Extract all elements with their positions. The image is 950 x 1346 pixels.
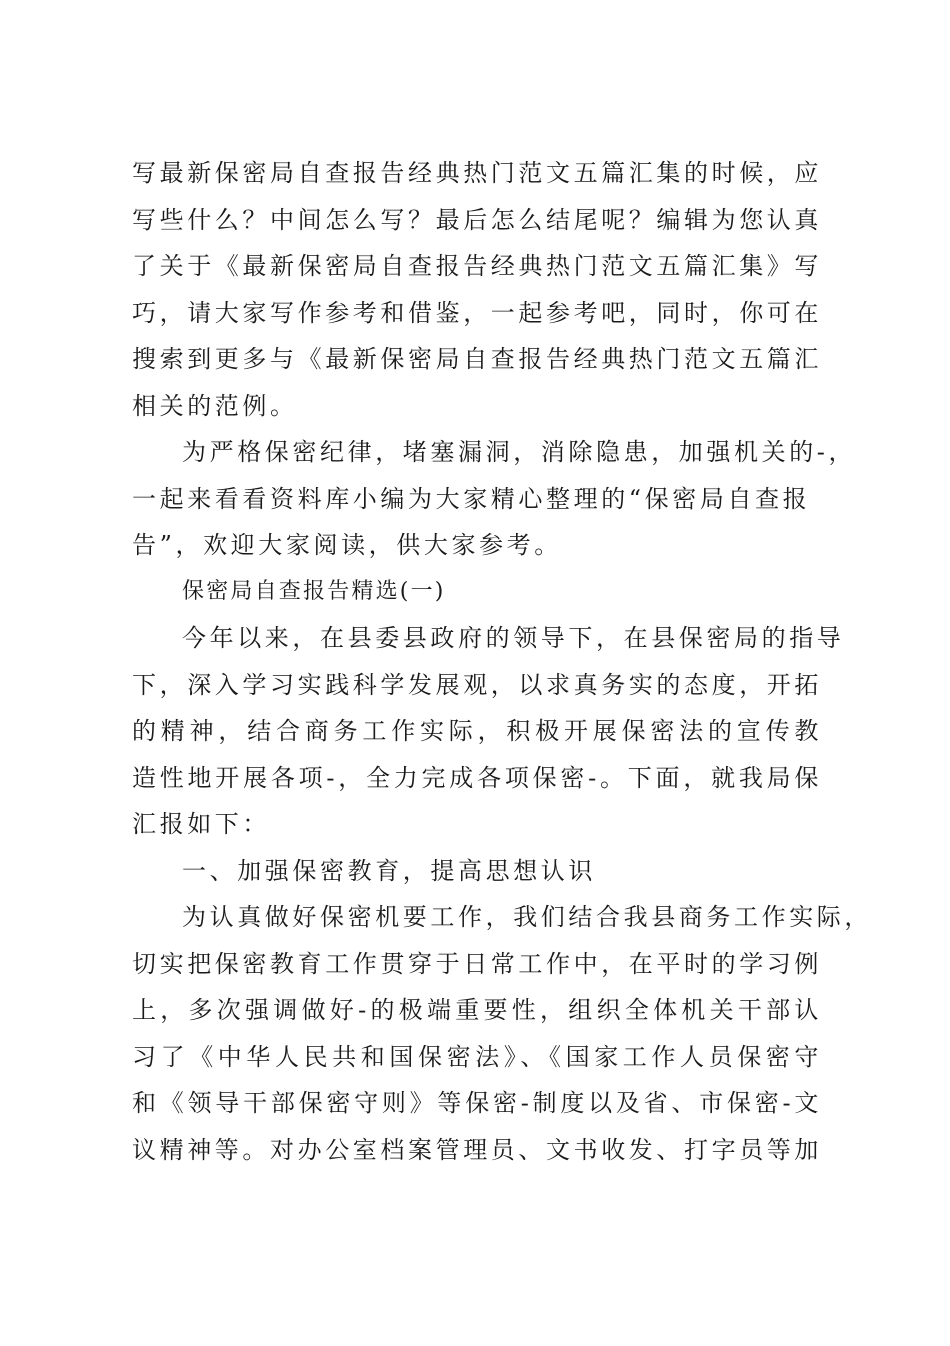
section-heading: 一、加强保密教育，提高思想认识 xyxy=(182,856,596,885)
text-line: 相关的范例。 xyxy=(132,391,298,420)
text-line: 习了《中华人民共和国保密法》、《国家工作人员保密守 xyxy=(132,1042,822,1071)
text-line: 一起来看看资料库小编为大家精心整理的“保密局自查报 xyxy=(132,484,811,513)
document-body xyxy=(132,150,872,1173)
text-line: 告”，欢迎大家阅读，供大家参考。 xyxy=(132,531,562,559)
text-line: 造性地开展各项-，全力完成各项保密-。下面，就我局保 xyxy=(132,763,822,792)
text-line: 了关于《最新保密局自查报告经典热门范文五篇汇集》写 xyxy=(132,252,822,280)
section-heading: 保密局自查报告精选(一) xyxy=(182,578,446,604)
text-line: 切实把保密教育工作贯穿于日常工作中，在平时的学习例 xyxy=(132,949,822,978)
text-line: 议精神等。对办公室档案管理员、文书收发、打字员等加 xyxy=(132,1135,822,1164)
text-line: 写些什么？中间怎么写？最后怎么结尾呢？编辑为您认真 xyxy=(132,205,822,234)
text-line: 搜索到更多与《最新保密局自查报告经典热门范文五篇汇 xyxy=(132,345,822,373)
text-line: 和《领导干部保密守则》等保密-制度以及省、市保密-文 xyxy=(132,1089,822,1117)
text-line: 下，深入学习实践科学发展观，以求真务实的态度，开拓 xyxy=(132,670,822,699)
text-line: 的精神，结合商务工作实际，积极开展保密法的宣传教 xyxy=(132,717,822,745)
text-line: 为严格保密纪律，堵塞漏洞，消除隐患，加强机关的-， xyxy=(182,438,857,466)
text-line: 上，多次强调做好-的极端重要性，组织全体机关干部认 xyxy=(132,996,822,1024)
text-line: 巧，请大家写作参考和借鉴，一起参考吧，同时，你可在 xyxy=(132,298,822,327)
text-line: 今年以来，在县委县政府的领导下，在县保密局的指导 xyxy=(182,624,845,652)
text-line: 汇报如下： xyxy=(132,810,270,838)
text-line: 为认真做好保密机要工作，我们结合我县商务工作实际， xyxy=(182,903,872,931)
text-line: 写最新保密局自查报告经典热门范文五篇汇集的时候，应 xyxy=(132,159,822,187)
